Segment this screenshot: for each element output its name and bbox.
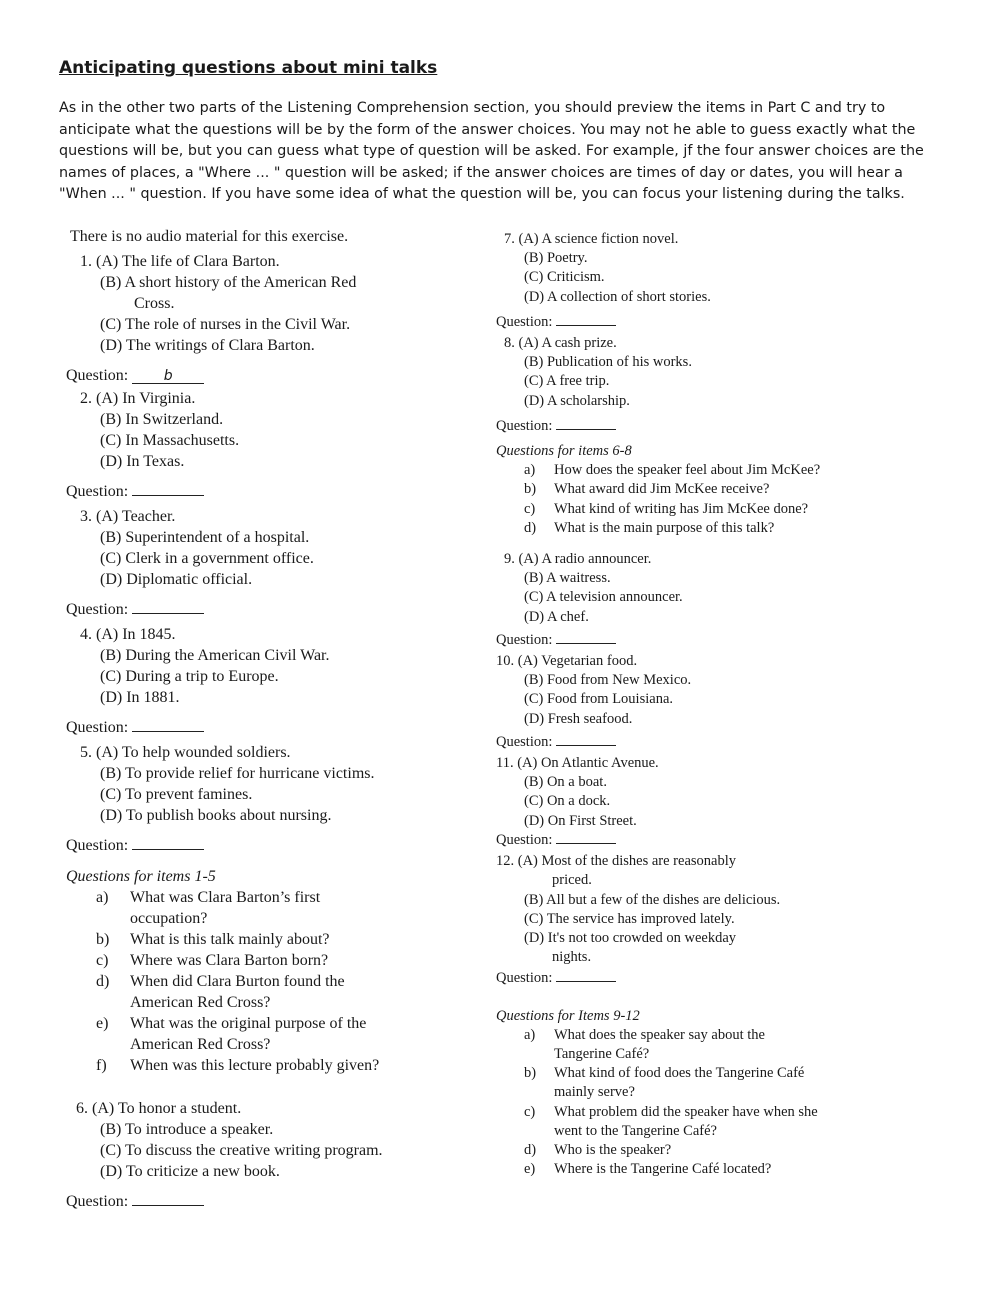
sub-text: What does the speaker say about the Tangerine Café? [554,1026,765,1062]
choice-a: 9. (A) A radio announcer. [504,551,652,568]
choice-c: (C) Food from Louisiana. [524,691,674,708]
group-heading-1-5: Questions for items 1-5 [66,868,216,885]
choice-b: (B) Publication of his works. [524,354,692,371]
sub-letter: d) [524,1141,537,1158]
item-5 [66,742,476,856]
sub-question [66,929,436,950]
group-heading-9-12: Questions for Items 9-12 [496,1007,640,1024]
sub-question [66,1055,436,1076]
sub-text: When was this lecture probably given? [130,1057,380,1074]
choice-c: (C) The service has improved lately. [524,910,735,927]
exercise-note: There is no audio material for this exercise. [70,228,349,245]
choice-c: (C) In Massachusetts. [100,432,240,449]
sub-text: What is this talk mainly about? [130,931,330,948]
sub-text: What problem did the speaker have when she went to the Tangerine Café? [554,1103,818,1139]
item-8 [496,334,846,436]
choice-b: (B) To introduce a speaker. [100,1121,274,1138]
sub-text: Who is the speaker? [554,1141,672,1158]
page-title: Anticipating questions about mini talks [59,58,438,78]
sub-question [66,1013,436,1055]
group-9-12-list [496,1026,846,1180]
choice-d: (D) The writings of Clara Barton. [100,337,315,354]
item-3 [66,506,476,620]
choice-c: (C) The role of nurses in the Civil War. [100,316,351,333]
choice-b: (B) A waitress. [524,570,611,587]
left-column [66,226,476,1212]
answer-blank[interactable] [556,733,616,746]
choice-d: (D) Diplomatic official. [100,571,253,588]
choice-d: (D) In 1881. [100,689,180,706]
intro-line: questions will be, but you can guess what type of question will be asked. For example, jf the four answer choices are the [59,143,924,159]
choice-a: 12. (A) Most of the dishes are reasonably [496,853,736,870]
question-label: Question: [66,601,129,618]
answer-blank[interactable] [556,831,616,844]
intro-line: anticipate what the questions will be by the form of the answer choices. You may not he able to guess exactly what the [59,121,916,138]
item-11 [496,754,846,850]
choice-d: (D) A chef. [524,608,589,625]
question-label: Question: [496,970,553,987]
sub-text: What award did Jim McKee receive? [554,481,770,498]
choice-d: (D) Fresh seafood. [524,710,633,727]
sub-letter: d) [524,519,537,536]
sub-text: How does the speaker feel about Jim McKee? [554,462,821,479]
item-1 [66,251,476,386]
question-line [66,717,476,738]
choice-b: (B) All but a few of the dishes are delicious. [524,891,781,908]
choice-d: (D) In Texas. [100,453,185,470]
sub-letter: c) [524,500,536,517]
question-line [496,631,846,650]
sub-letter: e) [96,1015,109,1032]
choice-b: (B) During the American Civil War. [100,647,330,664]
sub-question [496,1064,846,1102]
question-line [66,1191,476,1212]
sub-question [496,461,846,480]
sub-question [496,1160,846,1179]
choice-d: (D) To criticize a new book. [100,1163,280,1180]
question-label: Question: [66,483,129,500]
right-column [496,230,846,1179]
sub-question [66,971,436,1013]
question-line [66,599,476,620]
sub-question [496,500,846,519]
choice-b: (B) Food from New Mexico. [524,672,692,689]
answer-blank[interactable] [556,631,616,644]
choice-c: (C) During a trip to Europe. [100,668,279,685]
question-label: Question: [66,1193,129,1210]
sub-text: What was Clara Barton’s first occupation? [130,889,321,927]
question-label: Question: [66,719,129,736]
question-label: Question: [496,831,553,848]
sub-text: When did Clara Burton found the American Red Cross? [130,973,345,1011]
item-4 [66,624,476,738]
sub-text: Where is the Tangerine Café located? [554,1161,772,1178]
question-label: Question: [496,417,553,434]
sub-letter: c) [524,1103,536,1120]
question-line [496,733,846,752]
choice-c: (C) A television announcer. [524,589,683,606]
question-line [66,835,476,856]
sub-text: What is the main purpose of this talk? [554,519,775,536]
sub-letter: a) [524,1026,536,1043]
question-label: Question: [66,837,129,854]
sub-question [66,950,436,971]
choice-a: 6. (A) To honor a student. [76,1100,242,1117]
group-6-8-list [496,461,846,538]
question-line [496,969,846,988]
sub-letter: b) [524,481,537,498]
item-9 [496,550,846,650]
choice-b: (B) On a boat. [524,774,607,791]
intro-line: names of places, a "Where ... " question will be asked; if the answer choices are times of day or dates, you will hear a [59,164,903,181]
choice-a: 2. (A) In Virginia. [80,390,196,407]
group-1-5-list [66,887,436,1076]
choice-a: 11. (A) On Atlantic Avenue. [496,755,659,772]
choice-b: (B) Poetry. [524,250,588,267]
choice-a: 10. (A) Vegetarian food. [496,653,638,670]
choice-c: (C) Criticism. [524,269,605,286]
sub-question [496,1026,846,1064]
choice-d-cont: nights. [552,949,592,966]
choice-a: 1. (A) The life of Clara Barton. [80,253,280,270]
choice-d: (D) A collection of short stories. [524,288,711,305]
answer-blank[interactable] [132,717,204,732]
sub-letter: b) [96,931,110,948]
sub-letter: f) [96,1057,107,1074]
sub-letter: c) [96,952,109,969]
choice-d: (D) It's not too crowded on weekday [524,929,736,946]
sub-letter: d) [96,973,110,990]
choice-c: (C) To prevent famines. [100,786,253,803]
group-heading-6-8: Questions for items 6-8 [496,443,632,460]
question-label: Question: [496,733,553,750]
intro-line: "When ... " question. If you have some idea of what the question will be, you can focus your listening during the talks. [59,186,905,202]
choice-c: (C) A free trip. [524,373,610,390]
choice-c: (C) On a dock. [524,793,611,810]
choice-b: (B) In Switzerland. [100,411,224,428]
question-label: Question: [496,631,553,648]
choice-a: 7. (A) A science fiction novel. [504,231,679,247]
choice-d: (D) To publish books about nursing. [100,807,332,824]
answer-blank[interactable] [132,599,204,614]
answer-blank[interactable]: b [132,369,204,384]
choice-d: (D) A scholarship. [524,392,630,409]
item-12 [496,852,846,988]
answer-blank[interactable] [132,1191,204,1206]
question-label: Question: [496,313,553,330]
sub-letter: b) [524,1065,537,1082]
choice-a-cont: priced. [552,872,592,889]
item-6 [66,1098,476,1212]
question-line [496,417,846,436]
sub-text: What kind of food does the Tangerine Café mainly serve? [554,1065,805,1101]
sub-text: What kind of writing has Jim McKee done? [554,500,809,517]
choice-d: (D) On First Street. [524,812,637,829]
question-line [66,365,476,386]
choice-a: 4. (A) In 1845. [80,626,176,643]
choice-c: (C) Clerk in a government office. [100,550,314,567]
choice-a: 3. (A) Teacher. [80,508,176,525]
choice-b-cont: Cross. [134,295,175,312]
choice-b: (B) To provide relief for hurricane victims. [100,765,375,782]
item-7 [496,230,846,332]
sub-letter: a) [524,462,536,479]
sub-text: What was the original purpose of the American Red Cross? [130,1015,367,1053]
item-2 [66,388,476,502]
answer-blank[interactable] [556,417,616,430]
choice-b: (B) A short history of the American Red [100,274,357,291]
choice-a: 8. (A) A cash prize. [504,335,617,352]
choice-c: (C) To discuss the creative writing program. [100,1142,383,1159]
sub-question [66,887,436,929]
question-line [66,481,476,502]
sub-question [496,519,846,538]
answer-blank[interactable] [556,313,616,326]
answer-blank[interactable] [132,835,204,850]
sub-question [496,1103,846,1141]
item-10 [496,652,846,752]
choice-a: 5. (A) To help wounded soldiers. [80,744,291,761]
sub-question [496,1141,846,1160]
choice-b: (B) Superintendent of a hospital. [100,529,310,546]
answer-blank[interactable] [132,481,204,496]
sub-text: Where was Clara Barton born? [130,952,329,969]
intro-paragraph [59,98,949,206]
intro-line: As in the other two parts of the Listening Comprehension section, you should preview the items in Part C and try to [59,100,886,116]
question-line [496,831,846,850]
question-label: Question: [66,367,129,384]
answer-blank[interactable] [556,969,616,982]
sub-question [496,480,846,499]
sub-letter: a) [96,889,109,906]
question-line [496,313,846,332]
sub-letter: e) [524,1161,536,1178]
